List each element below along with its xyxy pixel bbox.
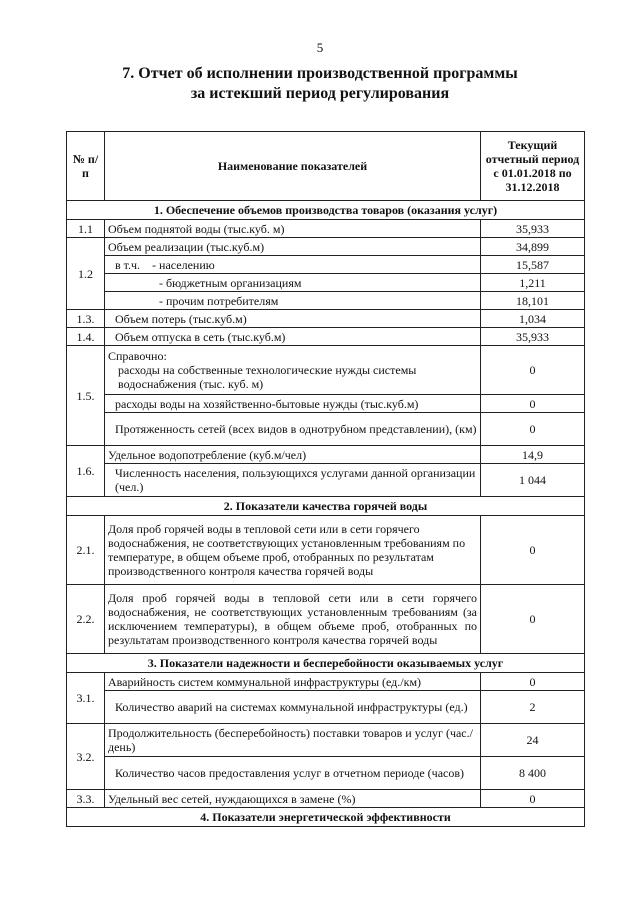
header-value-line: с 01.01.2018 по — [493, 166, 572, 180]
row-num: 1.1 — [67, 220, 105, 238]
table-row — [67, 274, 585, 292]
row-name-line: Справочно: — [108, 349, 167, 363]
row-name: Объем поднятой воды (тыс.куб. м) — [105, 220, 481, 238]
table-row — [67, 220, 585, 238]
row-value: 15,587 — [481, 256, 585, 274]
row-name: Доля проб горячей воды в тепловой сети или в сети горячего водоснабжения, не соответствующих установленным требованиям по температуре, в общем объеме проб, отобранных по результатам производственного контроля качества горячей воды — [105, 516, 481, 585]
row-name: Удельное водопотребление (куб.м/чел) — [105, 446, 481, 464]
row-value: 24 — [481, 724, 585, 757]
table-row — [67, 757, 585, 790]
row-name: Продолжительность (бесперебойность) поставки товаров и услуг (час./день) — [105, 724, 481, 757]
row-num: 3.1. — [67, 673, 105, 724]
row-name: Объем реализации (тыс.куб.м) — [105, 238, 481, 256]
row-name: Удельный вес сетей, нуждающихся в замене (%) — [105, 790, 481, 808]
report-table — [66, 131, 585, 827]
row-name — [105, 346, 481, 395]
row-num: 1.4. — [67, 328, 105, 346]
row-num: 1.6. — [67, 446, 105, 497]
row-name: Численность населения, пользующихся услугами данной организации (чел.) — [105, 464, 481, 497]
title-line-2: за истекший период регулирования — [190, 85, 450, 102]
row-name: Количество аварий на системах коммунальной инфраструктуры (ед.) — [105, 691, 481, 724]
row-name: расходы воды на хозяйственно-бытовые нужды (тыс.куб.м) — [105, 395, 481, 413]
row-value: 18,101 — [481, 292, 585, 310]
table-row — [67, 464, 585, 497]
table-row — [67, 790, 585, 808]
row-name: Протяженность сетей (всех видов в однотрубном представлении), (км) — [105, 413, 481, 446]
row-value: 1,211 — [481, 274, 585, 292]
header-name: Наименование показателей — [105, 132, 481, 201]
row-num: 2.1. — [67, 516, 105, 585]
row-value: 34,899 — [481, 238, 585, 256]
header-num: № п/п — [67, 132, 105, 201]
table-row — [67, 691, 585, 724]
section-row — [67, 654, 585, 673]
section-title: 4. Показатели энергетической эффективности — [67, 808, 585, 827]
row-value: 2 — [481, 691, 585, 724]
table-row — [67, 413, 585, 446]
row-value: 0 — [481, 395, 585, 413]
row-value: 0 — [481, 790, 585, 808]
row-name: в т.ч. - населению — [105, 256, 481, 274]
row-name: Объем отпуска в сеть (тыс.куб.м) — [105, 328, 481, 346]
section-row — [67, 497, 585, 516]
row-num: 1.2 — [67, 238, 105, 310]
row-name: Доля проб горячей воды в тепловой сети или в сети горячего водоснабжения, не соответствующих установленным требованиям (за исключением температуры), в общем объеме проб, отобранных по результатам производственного контроля качества горячей воды — [105, 585, 481, 654]
row-value: 0 — [481, 346, 585, 395]
row-value: 0 — [481, 516, 585, 585]
table-header-row — [67, 132, 585, 201]
header-value — [481, 132, 585, 201]
table-row — [67, 585, 585, 654]
row-name-line: расходы на собственные технологические нужды системы водоснабжения (тыс. куб. м) — [118, 363, 417, 391]
table-row — [67, 292, 585, 310]
table-row — [67, 328, 585, 346]
table-row — [67, 446, 585, 464]
row-name: Количество часов предоставления услуг в отчетном периоде (часов) — [105, 757, 481, 790]
table-row — [67, 310, 585, 328]
section-title: 3. Показатели надежности и бесперебойности оказываемых услуг — [67, 654, 585, 673]
table-row — [67, 238, 585, 256]
row-value: 35,933 — [481, 328, 585, 346]
row-value: 8 400 — [481, 757, 585, 790]
row-num: 2.2. — [67, 585, 105, 654]
table-row — [67, 516, 585, 585]
row-value: 0 — [481, 585, 585, 654]
row-value: 0 — [481, 413, 585, 446]
page-title — [0, 64, 640, 104]
row-value: 35,933 — [481, 220, 585, 238]
table-row — [67, 256, 585, 274]
table-row — [67, 724, 585, 757]
section-row — [67, 201, 585, 220]
row-value: 1 044 — [481, 464, 585, 497]
section-row — [67, 808, 585, 827]
section-title: 2. Показатели качества горячей воды — [67, 497, 585, 516]
row-name: Аварийность систем коммунальной инфраструктуры (ед./км) — [105, 673, 481, 691]
page-number: 5 — [316, 40, 324, 55]
row-num: 3.3. — [67, 790, 105, 808]
row-value: 0 — [481, 673, 585, 691]
row-name: - прочим потребителям — [105, 292, 481, 310]
row-value: 14,9 — [481, 446, 585, 464]
section-title: 1. Обеспечение объемов производства товаров (оказания услуг) — [67, 201, 585, 220]
row-value: 1,034 — [481, 310, 585, 328]
table-row — [67, 346, 585, 395]
row-name: Объем потерь (тыс.куб.м) — [105, 310, 481, 328]
header-value-line: 31.12.2018 — [505, 180, 560, 194]
table-row — [67, 395, 585, 413]
table-row — [67, 673, 585, 691]
row-name: - бюджетным организациям — [105, 274, 481, 292]
row-num: 1.5. — [67, 346, 105, 446]
title-line-1: 7. Отчет об исполнении производственной программы — [122, 65, 518, 82]
header-value-line: отчетный период — [485, 152, 580, 166]
row-num: 3.2. — [67, 724, 105, 790]
row-num: 1.3. — [67, 310, 105, 328]
header-value-line: Текущий — [507, 138, 558, 152]
